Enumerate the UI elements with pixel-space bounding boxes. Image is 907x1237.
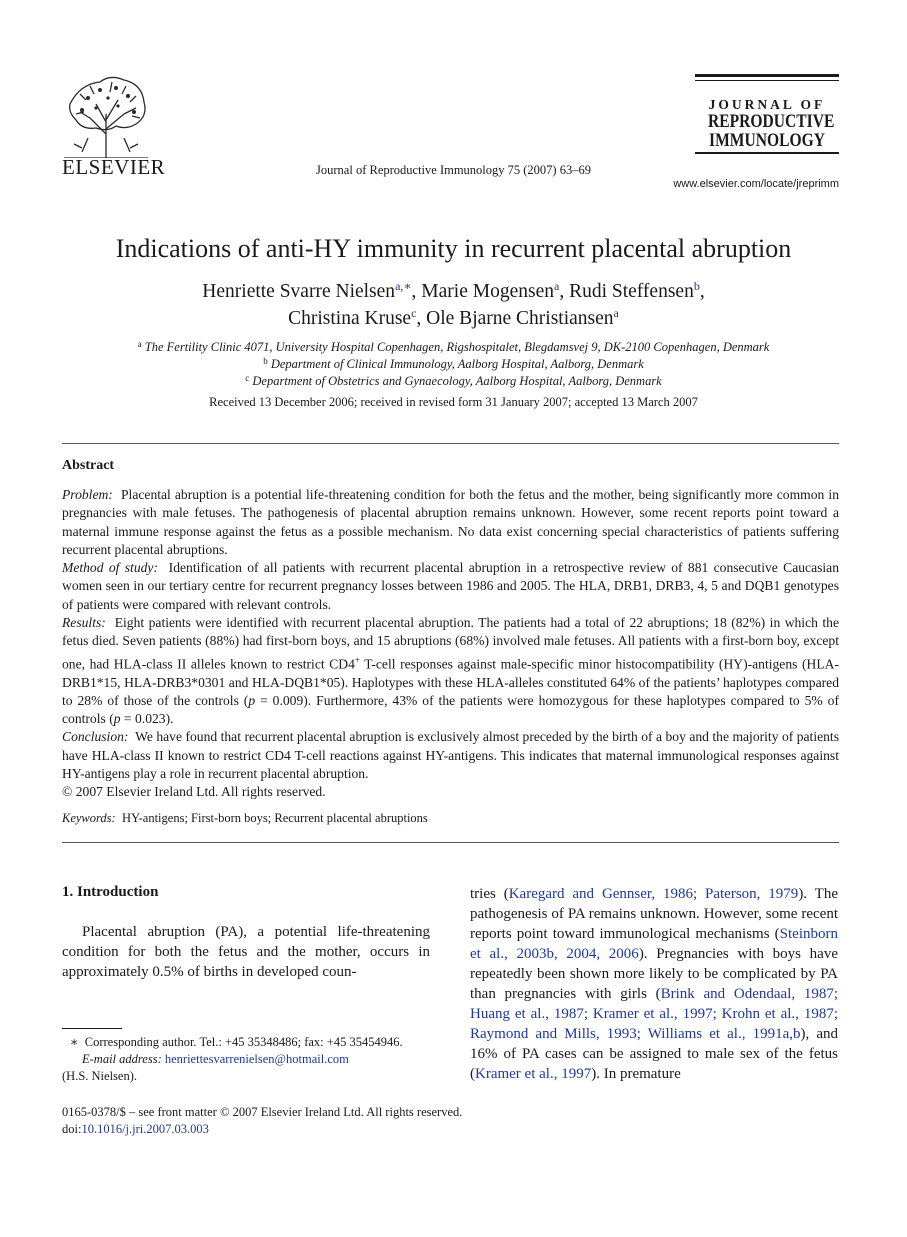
divider [62,842,839,843]
author-name: Henriette Svarre Nielsen [202,281,396,302]
footnote-rule [62,1028,122,1029]
abstract-results: Results: Eight patients were identified with recurrent placental abruption. The patients had a total of 22 abruptions; 18 (82%) in which the fetus died. Seven patients (88%) had first-born boys, and 15 abruptions (68%) involved male fetuses. All patients with a first-born boy, except one, had HLA-class II alleles known to restrict CD4+ T-cell responses against male-specific minor histocompatibility (HY)-antigens (HLA-DRB1*15, HLA-DRB3*0301 and HLA-DQB1*05). Haplotypes with these HLA-alleles constituted 64% of the patients’ haplotypes compared to 28% of those of the controls (p = 0.009). Furthermore, 43% of the patients were homozygous for these haplotypes compared to 5% of controls (p = 0.023). [62,615,839,727]
citation-link[interactable]: Steinborn et al., 2003b, 2004, 2006 [470,926,838,962]
abstract-body [62,486,839,802]
elsevier-tree-logo [60,74,152,158]
citation-link[interactable]: Karegard and Gennser, 1986; Paterson, 1979 [508,886,799,902]
author-affil-link[interactable]: b [693,279,700,293]
affiliation: $^a$ The Fertility Clinic 4071, University Hospital Copenhagen, Rigshospitalet, Blegdamsvej 9, DK-2100 Copenhagen, Denmark [137,339,770,354]
affiliation: $^b$ Department of Clinical Immunology, Aalborg Hospital, Aalborg, Denmark [263,356,644,371]
author-affil-link[interactable]: a,∗ [395,279,412,293]
email-link[interactable]: henriettesvarrenielsen@hotmail.com [164,1052,349,1066]
footnote: ∗ Corresponding author. Tel.: +45 35348486; fax: +45 35454946. E-mail address: henriettesvarrenielsen@hotmail.com (H.S. Nielsen). [62,1035,403,1083]
doi-link[interactable]: 10.1016/j.jri.2007.03.003 [81,1122,209,1136]
journal-logo-rule [695,74,839,77]
journal-citation: Journal of Reproductive Immunology 75 (2007) 63–69 [316,163,591,177]
author-name: Ole Bjarne Christiansen [426,308,614,329]
author-list: Henriette Svarre Nielsen$^{a,∗}$, Marie Mogensen$^a$, Rudi Steffensen$^b$, Christina Kruse$^c$, Ole Bjarne Christiansen$^a$ [202,279,705,329]
front-matter: 0165-0378/$ – see front matter © 2007 Elsevier Ireland Ltd. All rights reserved. doi:10.1016/j.jri.2007.03.003 [62,1105,463,1136]
author-name: Christina Kruse [288,308,412,329]
intro-left-column: Placental abruption (PA), a potential life-threatening condition for both the fetus and the mother, occurs in approximately 0.5% of births in developed coun- [62,924,430,980]
copyright-line: © 2007 Elsevier Ireland Ltd. All rights reserved. [62,784,326,800]
journal-logo-line1: JOURNAL OF [708,97,826,112]
divider [62,443,839,444]
author-affil-link[interactable]: a [613,306,619,320]
article-title: Indications of anti-HY immunity in recurrent placental abruption [115,234,792,263]
abstract-problem: Problem: Placental abruption is a potential life-threatening condition for both the fetus and the mother, being significantly more common in pregnancies with male fetuses. The pathogenesis of placental abruption remains unknown. However, some recent reports point toward a maternal immune response against the fetus as a possible mechanism. No data exist concerning special characteristics of patients suffering recurrent placental abruptions. [62,487,839,557]
section-heading: 1. Introduction [62,884,159,900]
intro-right-column: tries (Karegard and Gennser, 1986; Paterson, 1979). The pathogenesis of PA remains unknown. However, some recent reports point toward immunological mechanisms (Steinborn et al., 2003b, 2004, 2006). Pregnancies with boys have repeatedly been shown more likely to be complicated by PA than pregnancies with girls (Brink and Odendaal, 1987; Huang et al., 1987; Kramer et al., 1997; Krohn et al., 1987; Raymond and Mills, 1993; Williams et al., 1991a,b), and 16% of PA cases can be assigned to male sex of the fetus (Kramer et al., 1997). In premature [470,886,838,1082]
citation-link[interactable]: Kramer et al., 1997 [475,1066,592,1082]
author-name: Marie Mogensen [421,281,554,302]
author-name: Rudi Steffensen [569,281,694,302]
abstract-conclusion: Conclusion: We have found that recurrent placental abruption is exclusively almost preceded by the birth of a boy and the majority of patients have HLA-class II known to restrict CD4 T-cell reactions against HY-antigens. This indicates that maternal immunological responses against HY-antigens play a role in recurrent placental abruption. [62,729,840,781]
citation-link[interactable]: Brink and Odendaal, 1987; Huang et al., 1987; Kramer et al., 1997; Krohn et al., 1987; Raymond and Mills, 1993; Williams et al., 1991a,b [470,986,838,1042]
journal-logo-rule [695,152,839,154]
journal-logo-line2: REPRODUCTIVE [707,111,835,132]
journal-url-link[interactable]: www.elsevier.com/locate/jreprimm [673,178,839,190]
affiliation: $^c$ Department of Obstetrics and Gynaecology, Aalborg Hospital, Aalborg, Denmark [245,373,662,388]
abstract-method: Method of study: Identification of all patients with recurrent placental abruption in a retrospective review of 881 consecutive Caucasian women seen in our tertiary centre for recurrent pregnancy losses between 1986 and 2005. The HLA, DRB1, DRB3, 4, 5 and DQB1 genotypes of patients were compared with relevant controls. [62,560,839,612]
publisher-wordmark: ELSEVIER [62,155,166,179]
journal-logo-line3: IMMUNOLOGY [709,130,825,151]
journal-logo-rule [695,80,839,81]
abstract-heading: Abstract [62,458,115,473]
keywords: Keywords: HY-antigens; First-born boys; Recurrent placental abruptions [62,811,428,825]
received-dates: Received 13 December 2006; received in revised form 31 January 2007; accepted 13 March 2007 [209,395,698,409]
author-affil-link[interactable]: c [411,306,417,320]
author-affil-link[interactable]: a [553,279,560,293]
